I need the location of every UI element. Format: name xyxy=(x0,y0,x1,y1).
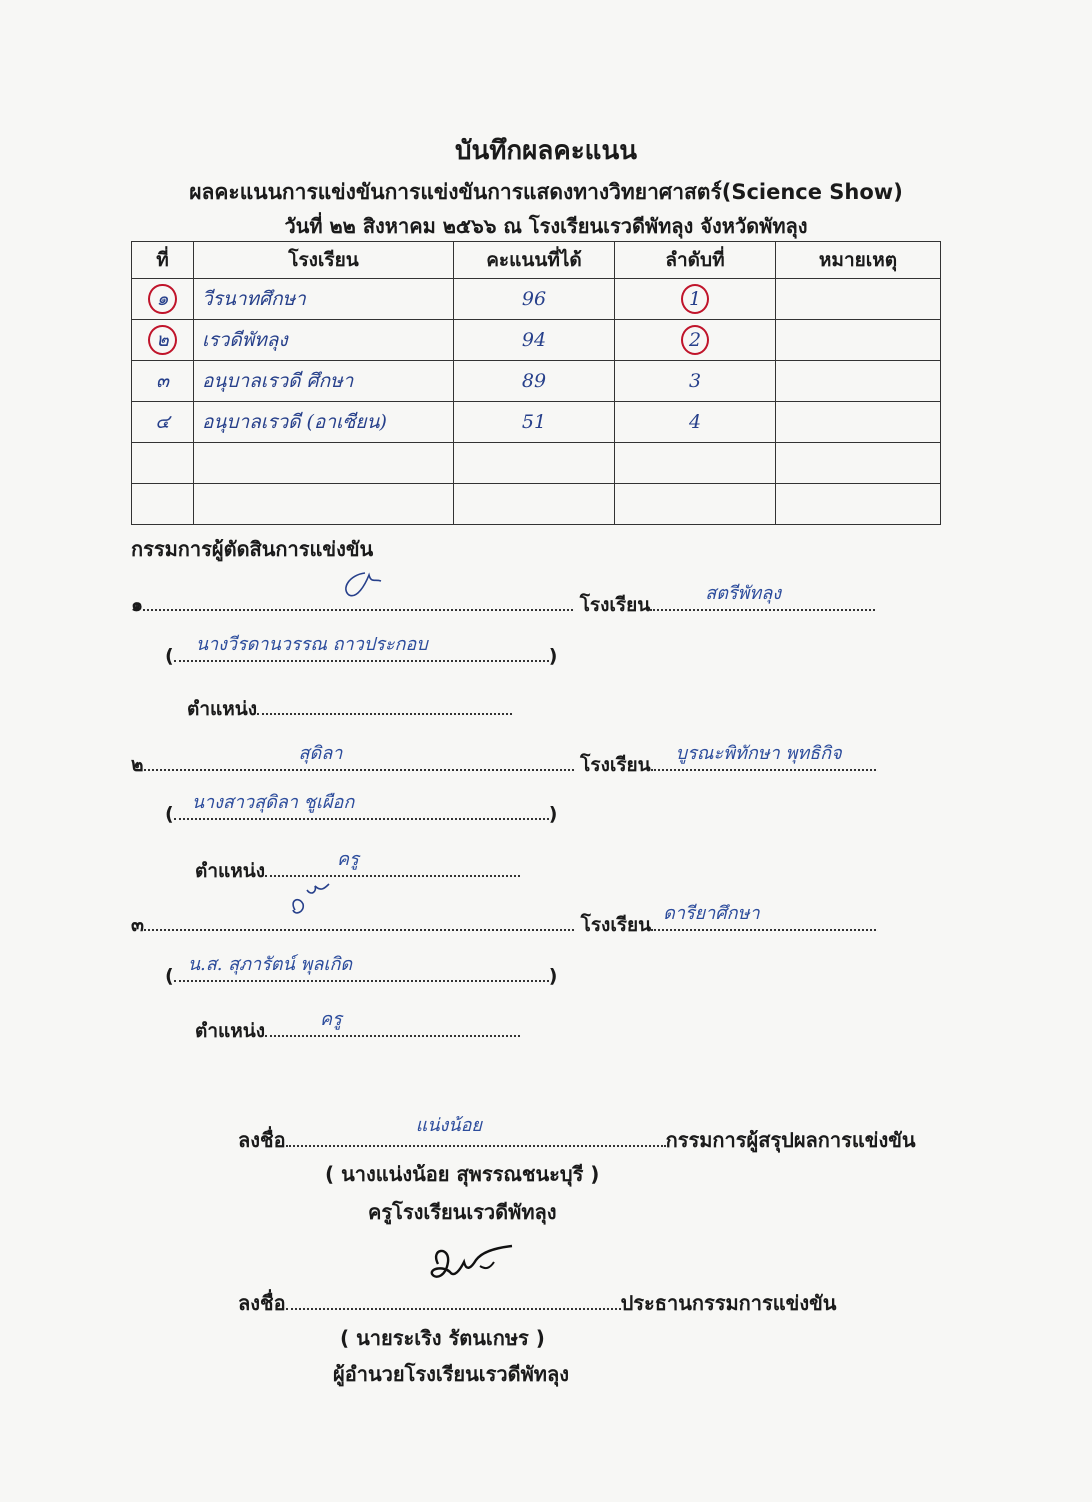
header-no: ที่ xyxy=(132,242,194,279)
date-location-line: วันที่ ๒๒ สิงหาคม ๒๕๖๖ ณ โรงเรียนเรวดีพัทลุง จังหวัดพัทลุง xyxy=(284,214,808,238)
header-note: หมายเหตุ xyxy=(776,242,941,279)
school-label: โรงเรียน xyxy=(580,754,651,776)
judge-3-signature-line xyxy=(131,903,876,940)
row-note xyxy=(776,320,941,361)
table-row xyxy=(132,402,941,443)
row-score: 51 xyxy=(454,402,615,443)
row-no: ๔ xyxy=(132,402,194,443)
row-score: 89 xyxy=(454,361,615,402)
judge-number: ๓ xyxy=(131,914,144,936)
page-subtitle: ผลคะแนนการแข่งขันการแข่งขันการแสดงทางวิทยาศาสตร์(Science Show) xyxy=(189,180,903,204)
summary-title: ครูโรงเรียนเรวดีพัทลุง xyxy=(368,1200,557,1224)
judge-number: ๒ xyxy=(131,754,144,776)
judge-3-name-line: ( น.ส. สุภารัตน์ พุลเกิด ) xyxy=(165,962,557,987)
position-label: ตำแหน่ง xyxy=(195,1020,266,1042)
row-note xyxy=(776,361,941,402)
row-school: เรวดีพัทลุง xyxy=(194,320,454,361)
header-score: คะแนนที่ได้ xyxy=(454,242,615,279)
summary-signature-line xyxy=(238,1115,916,1156)
row-rank: 1 xyxy=(681,284,709,314)
judge-2-position-line xyxy=(195,849,520,886)
chair-role: ประธานกรรมการแข่งขัน xyxy=(620,1291,837,1315)
judge-position: ครู xyxy=(320,1009,342,1030)
row-score: 96 xyxy=(454,279,615,320)
school-label: โรงเรียน xyxy=(579,594,651,616)
judge-signature: สุดิลา xyxy=(298,743,343,764)
position-label: ตำแหน่ง xyxy=(195,860,266,882)
judge-3-position-line xyxy=(195,1009,520,1046)
page-title: บันทึกผลคะแนน xyxy=(455,136,637,166)
sign-label: ลงชื่อ xyxy=(238,1291,286,1315)
row-school: อนุบาลเรวดี (อาเซียน) xyxy=(194,402,454,443)
judge-1-position-line xyxy=(187,694,512,724)
header-school: โรงเรียน xyxy=(194,242,454,279)
judge-name: น.ส. สุภารัตน์ พุลเกิด xyxy=(187,954,353,975)
row-note xyxy=(776,279,941,320)
table-row xyxy=(132,279,941,320)
table-row-empty xyxy=(132,484,941,525)
judge-number: ๑ xyxy=(131,594,144,616)
summary-role: กรรมการผู้สรุปผลการแข่งขัน xyxy=(665,1128,916,1152)
judge-3-signature-mark xyxy=(285,880,335,924)
header-rank: ลำดับที่ xyxy=(615,242,776,279)
sign-label: ลงชื่อ xyxy=(238,1128,286,1152)
judge-1-signature-mark xyxy=(335,565,385,605)
row-school: วีรนาทศึกษา xyxy=(194,279,454,320)
summary-name: ( นางแน่งน้อย สุพรรณชนะบุรี ) xyxy=(325,1162,600,1186)
row-rank: 3 xyxy=(615,361,776,402)
judge-2-name-line: ( นางสาวสุดิลา ชูเผือก ) xyxy=(165,800,557,825)
chair-name: ( นายระเริง รัตนเกษร ) xyxy=(340,1326,545,1350)
judge-2-signature-line xyxy=(131,743,876,780)
row-no: ๓ xyxy=(132,361,194,402)
row-note xyxy=(776,402,941,443)
chair-title: ผู้อำนวยโรงเรียนเรวดีพัทลุง xyxy=(333,1362,569,1386)
row-school: อนุบาลเรวดี ศึกษา xyxy=(194,361,454,402)
committee-heading: กรรมการผู้ตัดสินการแข่งขัน xyxy=(131,537,374,561)
judge-name: นางวีรดานวรรณ ถาวประกอบ xyxy=(195,634,428,655)
table-row-empty xyxy=(132,443,941,484)
chair-signature-line xyxy=(238,1287,836,1319)
signature-field xyxy=(286,1290,621,1310)
row-no: ๑ xyxy=(148,284,176,314)
table-header-row xyxy=(132,242,941,279)
position-label: ตำแหน่ง xyxy=(187,698,258,720)
judge-name: นางสาวสุดิลา ชูเผือก xyxy=(191,792,355,813)
judge-school: บูรณะพิทักษา พุทธิกิจ xyxy=(675,743,842,764)
summary-signature: แน่งน้อย xyxy=(415,1115,482,1136)
row-rank: 2 xyxy=(681,325,709,355)
judge-school: ดารียาศึกษา xyxy=(663,903,760,924)
judge-position: ครู xyxy=(337,849,359,870)
row-score: 94 xyxy=(454,320,615,361)
judge-school: สตรีพัทลุง xyxy=(705,583,782,604)
score-table xyxy=(131,241,941,525)
school-label: โรงเรียน xyxy=(580,914,652,936)
table-row xyxy=(132,320,941,361)
row-no: ๒ xyxy=(148,325,177,355)
table-row xyxy=(132,361,941,402)
judge-1-signature-line xyxy=(131,583,875,620)
row-rank: 4 xyxy=(615,402,776,443)
judge-1-name-line: ( นางวีรดานวรรณ ถาวประกอบ ) xyxy=(165,642,557,667)
signature-field xyxy=(144,911,574,931)
